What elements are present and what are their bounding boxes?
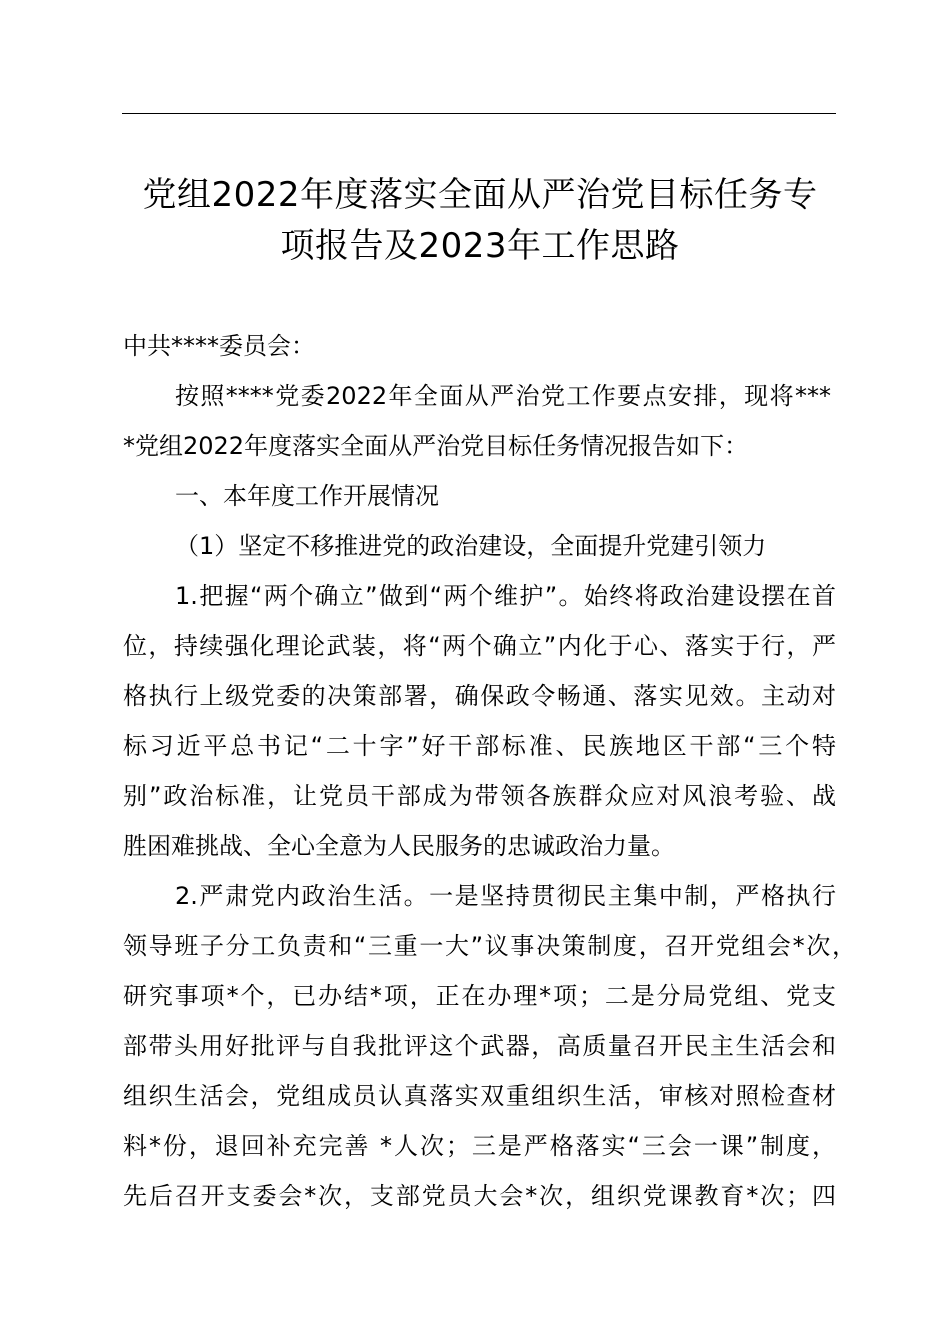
- document-title-line-2: 项报告及2023年工作思路: [280, 226, 680, 266]
- intro-line-1: 按照****党委2022年全面从严治党工作要点安排，现将***: [175, 382, 831, 410]
- header-rule: [122, 113, 836, 114]
- intro-line-2: *党组2022年度落实全面从严治党目标任务情况报告如下：: [123, 432, 749, 460]
- para2-line-1: 2.严肃党内政治生活。一是坚持贯彻民主集中制，严格执行: [175, 882, 836, 910]
- para2-line-7: 先后召开支委会*次，支部党员大会*次，组织党课教育*次；四: [123, 1182, 836, 1210]
- salutation: 中共****委员会：: [123, 332, 315, 360]
- para2-line-3: 研究事项*个，已办结*项，正在办理*项；二是分局党组、党支: [123, 982, 836, 1010]
- para1-line-5: 别”政治标准，让党员干部成为带领各族群众应对风浪考验、战: [123, 782, 836, 810]
- subsection-heading: （1）坚定不移推进党的政治建设，全面提升党建引领力: [175, 532, 767, 560]
- para2-line-5: 组织生活会，党组成员认真落实双重组织生活，审核对照检查材: [123, 1082, 836, 1110]
- para1-line-2: 位，持续强化理论武装，将“两个确立”内化于心、落实于行，严: [123, 632, 836, 660]
- para2-line-6: 料*份，退回补充完善 *人次；三是严格落实“三会一课”制度，: [123, 1132, 836, 1160]
- para1-line-6: 胜困难挑战、全心全意为人民服务的忠诚政治力量。: [123, 832, 675, 860]
- document-title-line-1: 党组2022年度落实全面从严治党目标任务专: [142, 175, 818, 215]
- para1-line-1: 1.把握“两个确立”做到“两个维护”。始终将政治建设摆在首: [175, 582, 836, 610]
- para2-line-2: 领导班子分工负责和“三重一大”议事决策制度，召开党组会*次，: [123, 932, 856, 960]
- para2-line-4: 部带头用好批评与自我批评这个武器，高质量召开民主生活会和: [123, 1032, 836, 1060]
- section-heading: 一、本年度工作开展情况: [175, 482, 439, 510]
- para1-line-3: 格执行上级党委的决策部署，确保政令畅通、落实见效。主动对: [123, 682, 836, 710]
- para1-line-4: 标习近平总书记“二十字”好干部标准、民族地区干部“三个特: [123, 732, 836, 760]
